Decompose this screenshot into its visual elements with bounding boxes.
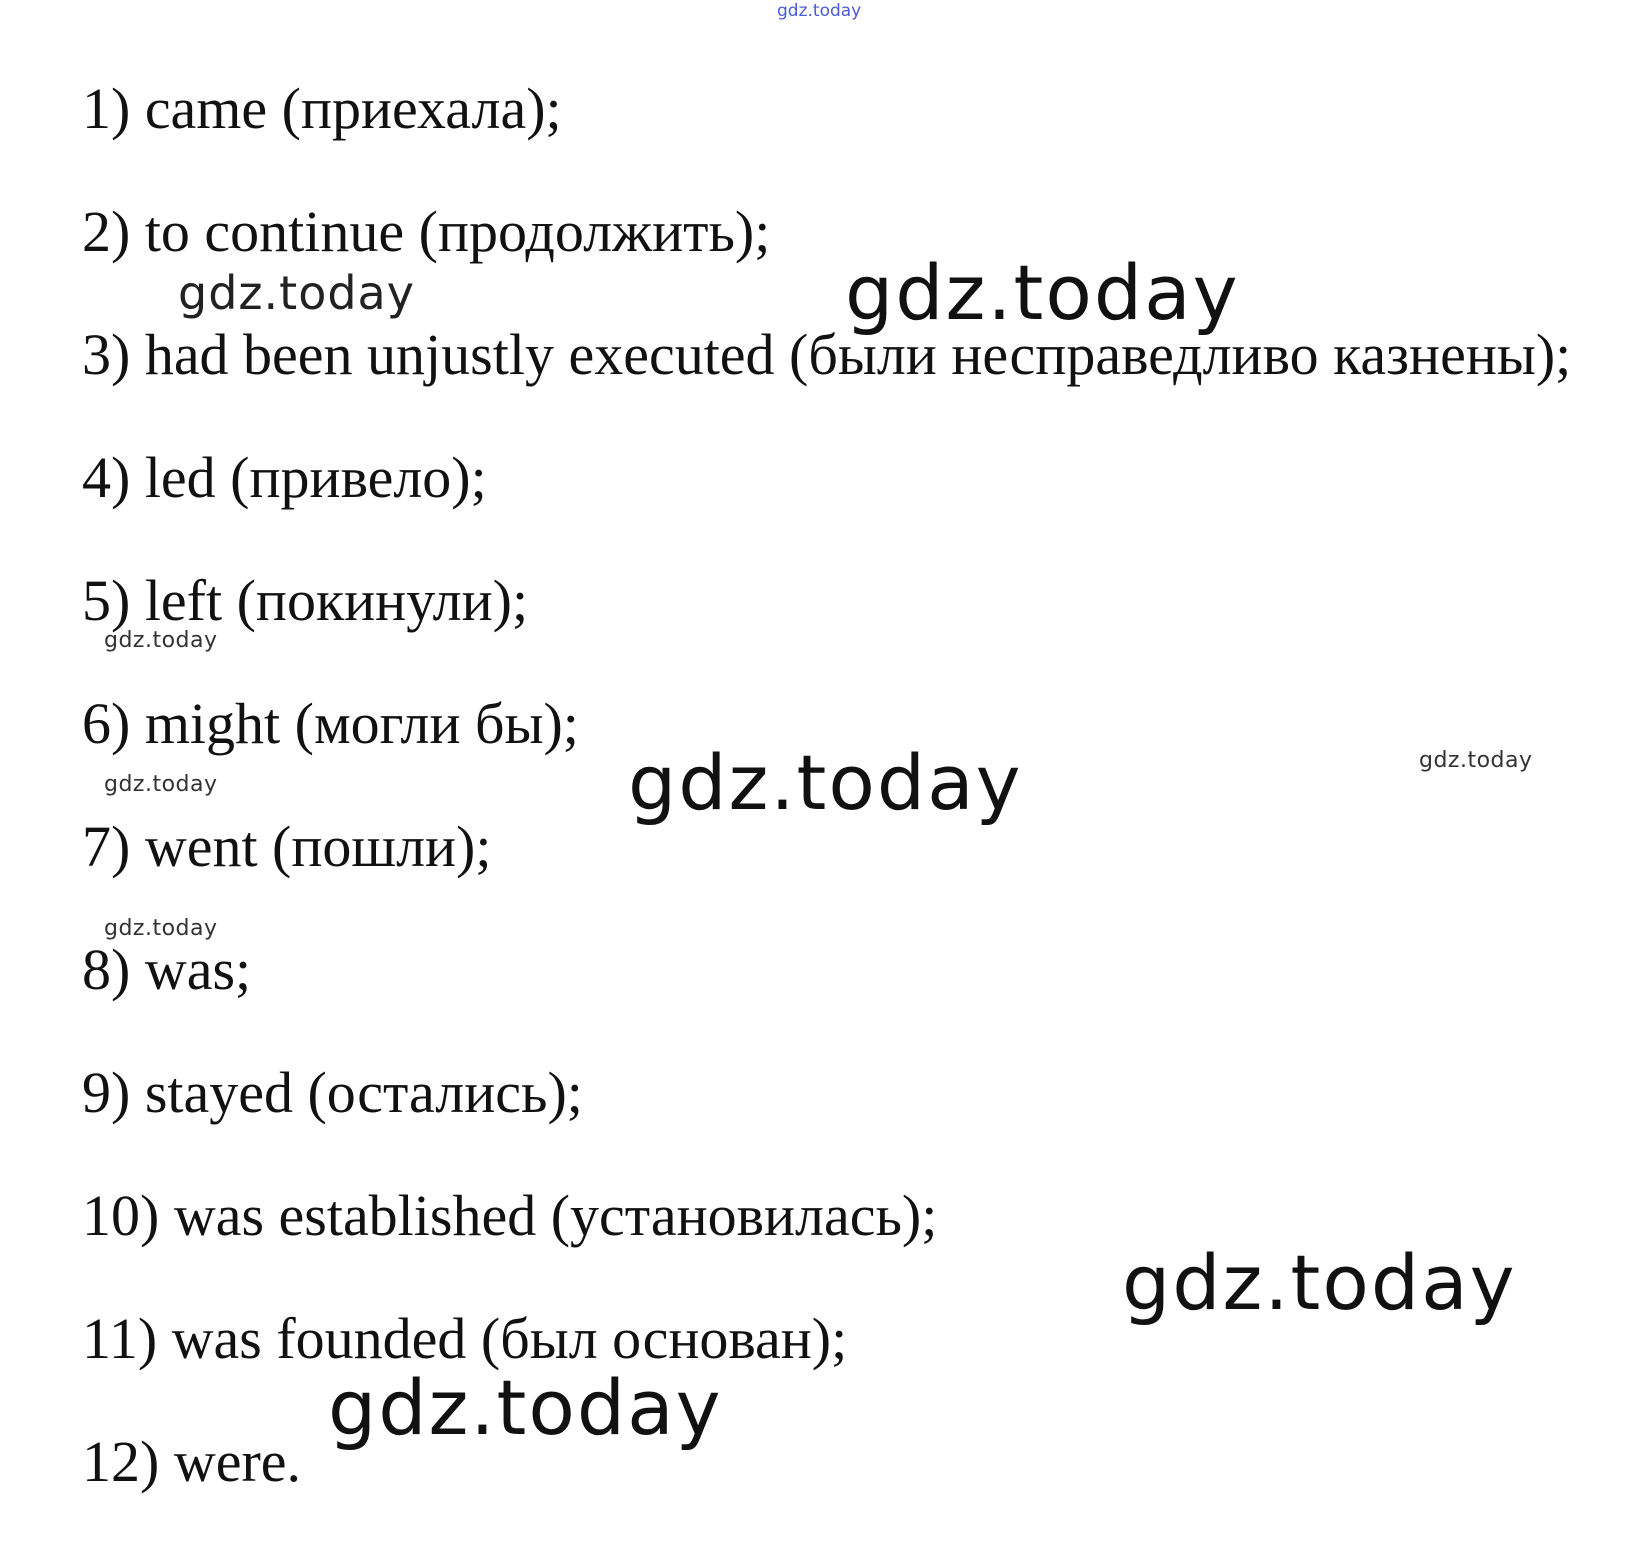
answer-item-12: 12) were. bbox=[82, 1429, 302, 1494]
answer-item-4: 4) led (привело); bbox=[82, 445, 487, 510]
watermark: gdz.today bbox=[104, 916, 218, 941]
watermark: gdz.today bbox=[178, 266, 415, 320]
answer-item-2: 2) to continue (продолжить); bbox=[82, 199, 771, 264]
answer-item-6: 6) might (могли бы); bbox=[82, 691, 579, 756]
answer-item-5: 5) left (покинули); bbox=[82, 568, 529, 633]
watermark: gdz.today bbox=[628, 738, 1023, 827]
answer-item-1: 1) came (приехала); bbox=[82, 76, 562, 141]
answer-item-9: 9) stayed (остались); bbox=[82, 1060, 583, 1125]
watermark: gdz.today bbox=[328, 1363, 723, 1452]
answer-item-10: 10) was established (установилась); bbox=[82, 1183, 938, 1248]
answer-item-8: 8) was; bbox=[82, 937, 252, 1002]
watermark: gdz.today bbox=[1419, 748, 1533, 773]
watermark: gdz.today bbox=[845, 248, 1240, 337]
watermark-top: gdz.today bbox=[777, 1, 862, 21]
watermark: gdz.today bbox=[104, 628, 218, 653]
watermark: gdz.today bbox=[1122, 1238, 1517, 1327]
watermark: gdz.today bbox=[104, 772, 218, 797]
answer-item-7: 7) went (пошли); bbox=[82, 814, 492, 879]
answer-item-11: 11) was founded (был основан); bbox=[82, 1306, 848, 1371]
answer-item-3: 3) had been unjustly executed (были несправедливо казнены); bbox=[82, 322, 1572, 387]
